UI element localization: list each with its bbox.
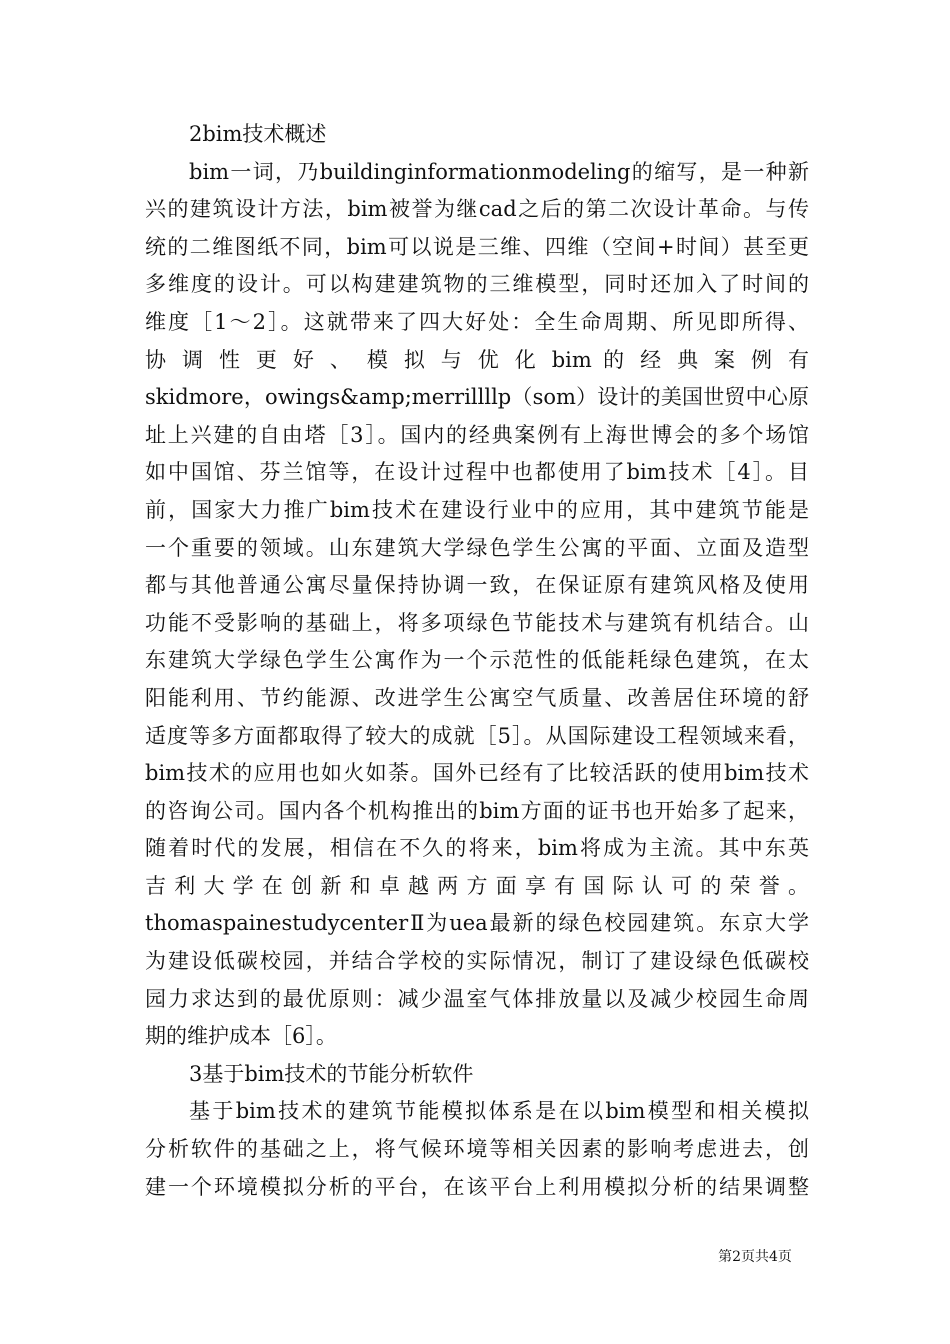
paragraph-line: 兴的建筑设计方法，bim被誉为继cad之后的第二次设计革命。与传 (145, 197, 809, 222)
paragraph-line: 分析软件的基础之上，将气候环境等相关因素的影响考虑进去，创 (145, 1137, 809, 1162)
paragraph-line: thomaspainestudycenterⅡ为uea最新的绿色校园建筑。东京大学 (145, 911, 809, 936)
document-body (145, 116, 809, 1206)
page-number-footer: 第2页共4页 (718, 1249, 792, 1265)
paragraph-line: 多维度的设计。可以构建建筑物的三维模型，同时还加入了时间的 (145, 272, 809, 297)
paragraph-line: 都与其他普通公寓尽量保持协调一致，在保证原有建筑风格及使用 (145, 573, 809, 598)
paragraph-line: 基于bim技术的建筑节能模拟体系是在以bim模型和相关模拟 (189, 1099, 809, 1124)
paragraph-line: 为建设低碳校园，并结合学校的实际情况，制订了建设绿色低碳校 (145, 949, 809, 974)
paragraph-line: 维度［1～2］。这就带来了四大好处：全生命周期、所见即所得、 (145, 309, 809, 334)
paragraph-line: 功能不受影响的基础上，将多项绿色节能技术与建筑有机结合。山 (145, 610, 809, 635)
paragraph-line: bim技术的应用也如火如荼。国外已经有了比较活跃的使用bim技术 (145, 761, 809, 786)
paragraph-line: 一个重要的领域。山东建筑大学绿色学生公寓的平面、立面及造型 (145, 535, 809, 560)
section-heading-3: 3基于bim技术的节能分析软件 (189, 1061, 474, 1086)
paragraph-line: 适度等多方面都取得了较大的成就［5］。从国际建设工程领域来看， (145, 723, 809, 748)
paragraph-line: 期的维护成本［6］。 (145, 1024, 337, 1049)
paragraph-line: 如中国馆、芬兰馆等，在设计过程中也都使用了bim技术［4］。目 (145, 460, 809, 485)
paragraph-line: 的咨询公司。国内各个机构推出的bim方面的证书也开始多了起来， (145, 798, 809, 823)
paragraph-line: bim一词，乃buildinginformationmodeling的缩写，是一种新 (189, 159, 809, 184)
paragraph-line: 址上兴建的自由塔［3］。国内的经典案例有上海世博会的多个场馆 (145, 422, 809, 447)
paragraph-line: 园力求达到的最优原则：减少温室气体排放量以及减少校园生命周 (145, 986, 809, 1011)
paragraph-line: 协 调 性 更 好 、 模 拟 与 优 化 bim 的 经 典 案 例 有 (145, 347, 809, 372)
paragraph-line: 前，国家大力推广bim技术在建设行业中的应用，其中建筑节能是 (145, 497, 809, 522)
paragraph-line: skidmore，owings&amp;merrillllp（som）设计的美国世贸中心原 (145, 385, 809, 410)
paragraph-line: 统的二维图纸不同，bim可以说是三维、四维（空间+时间）甚至更 (145, 234, 809, 259)
paragraph-line: 随着时代的发展，相信在不久的将来，bim将成为主流。其中东英 (145, 836, 809, 861)
section-heading-2: 2bim技术概述 (189, 122, 327, 146)
paragraph-line: 吉 利 大 学 在 创 新 和 卓 越 两 方 面 享 有 国 际 认 可 的 荣 誉 。 (145, 873, 809, 898)
paragraph-line: 东建筑大学绿色学生公寓作为一个示范性的低能耗绿色建筑，在太 (145, 648, 809, 673)
paragraph-line: 建一个环境模拟分析的平台，在该平台上利用模拟分析的结果调整 (145, 1174, 809, 1199)
paragraph-line: 阳能利用、节约能源、改进学生公寓空气质量、改善居住环境的舒 (145, 685, 809, 710)
